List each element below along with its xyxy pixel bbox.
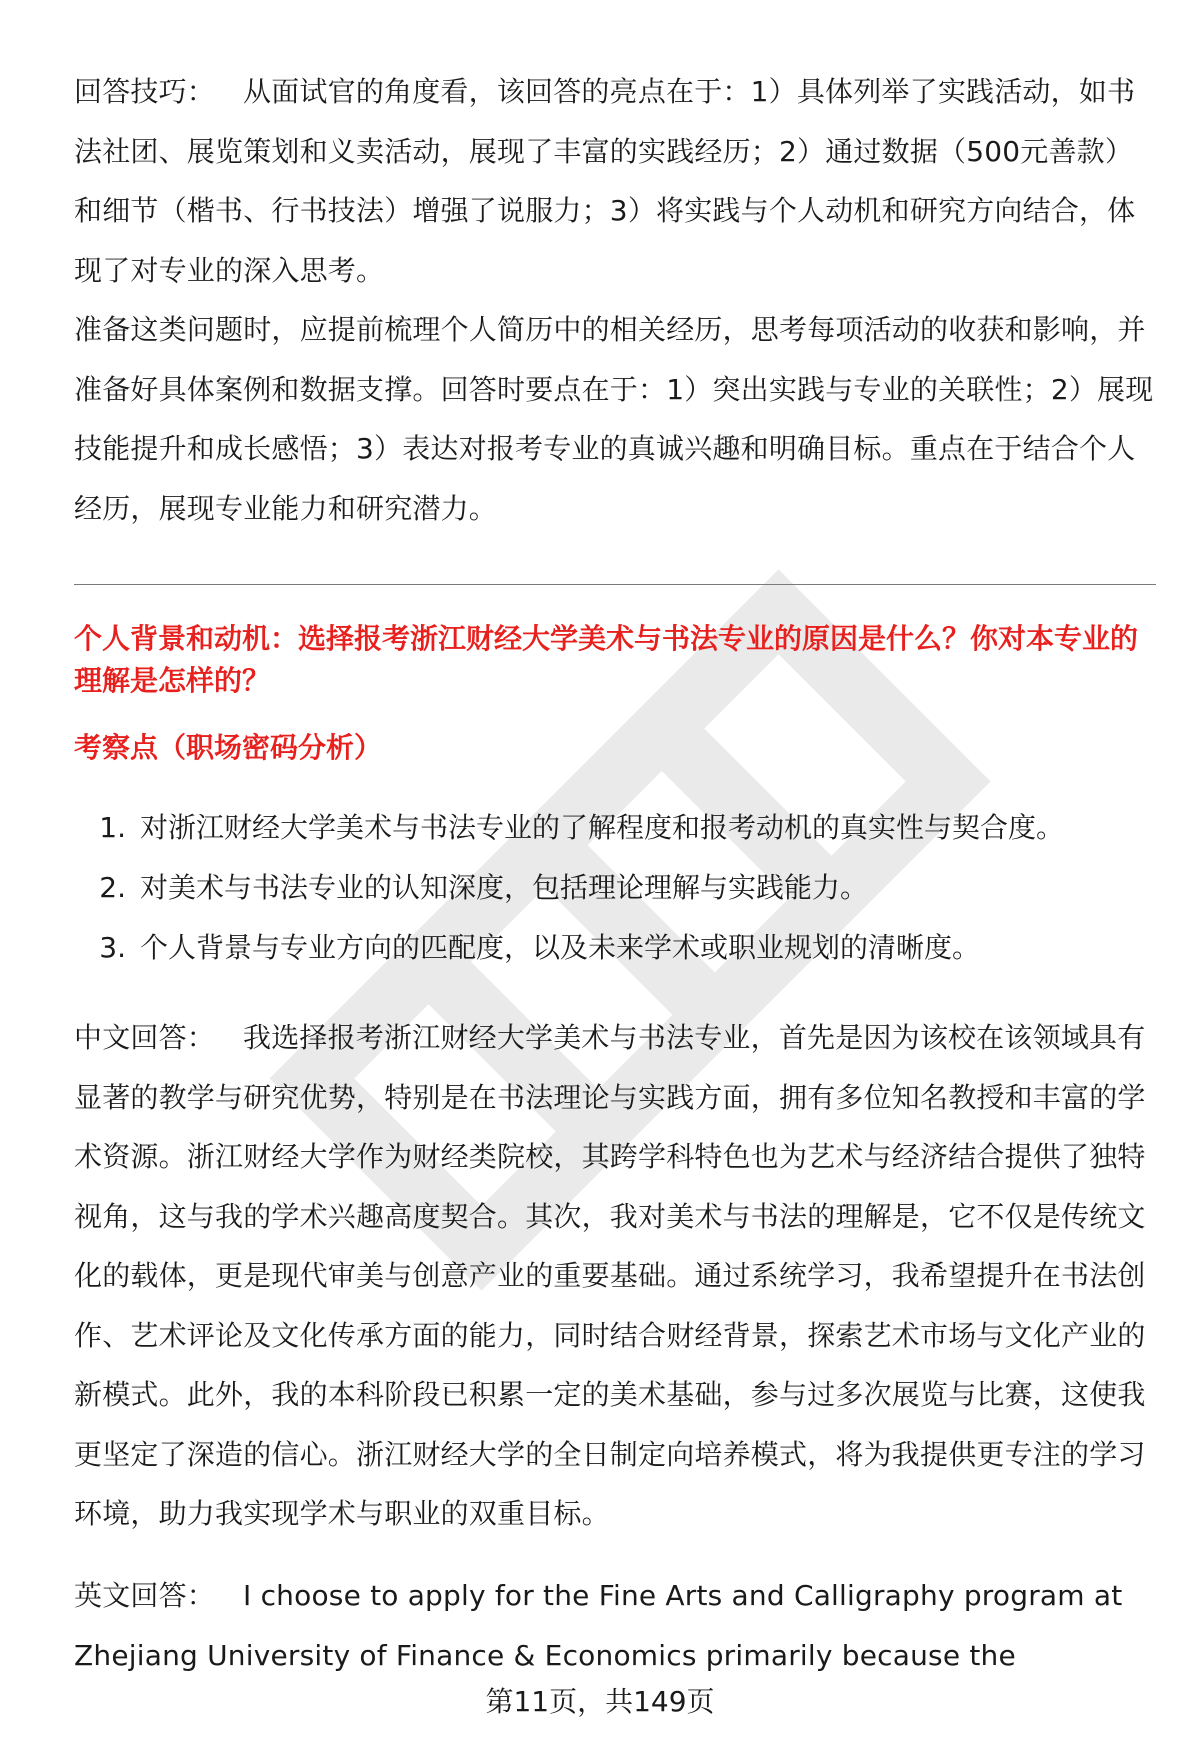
list-item-text: 对浙江财经大学美术与书法专业的了解程度和报考动机的真实性与契合度。	[140, 811, 1065, 844]
focus-list	[74, 798, 1156, 978]
list-item-text: 个人背景与专业方向的匹配度，以及未来学术或职业规划的清晰度。	[140, 931, 981, 964]
section-divider	[74, 584, 1156, 585]
chinese-answer-paragraph	[74, 1008, 1156, 1544]
focus-title: 考察点（职场密码分析）	[74, 731, 383, 764]
tips-section	[74, 62, 1154, 538]
tips-label: 回答技巧：	[74, 75, 216, 108]
english-answer-paragraph	[74, 1566, 1156, 1686]
prep-paragraph: 准备这类问题时，应提前梳理个人简历中的相关经历，思考每项活动的收获和影响，并准备好具体案例和数据支撑。回答时要点在于：1）突出实践与专业的关联性；2）展现技能提升和成长感悟；3）表达对报考专业的真诚兴趣和明确目标。重点在于结合个人经历，展现专业能力和研究潜力。	[74, 313, 1154, 525]
tips-text: 从面试官的角度看，该回答的亮点在于：1）具体列举了实践活动，如书法社团、展览策划和义卖活动，展现了丰富的实践经历；2）通过数据（500元善款）和细节（楷书、行书技法）增强了说服力；3）将实践与个人动机和研究方向结合，体现了对专业的深入思考。	[74, 75, 1136, 287]
list-item-number: 3.	[99, 931, 126, 964]
list-item	[74, 858, 1156, 918]
tips-paragraph	[74, 62, 1154, 300]
list-item-number: 1.	[99, 811, 126, 844]
list-item	[74, 798, 1156, 858]
english-answer-text: I choose to apply for the Fine Arts and Calligraphy program at Zhejiang University of Finance & Economics primarily because the	[74, 1579, 1123, 1672]
english-answer	[74, 1566, 1156, 1686]
english-answer-label: 英文回答：	[74, 1579, 216, 1612]
chinese-answer	[74, 1008, 1156, 1544]
question-heading: 个人背景和动机：选择报考浙江财经大学美术与书法专业的原因是什么？你对本专业的理解是怎样的？	[74, 622, 1139, 697]
chinese-answer-text: 我选择报考浙江财经大学美术与书法专业，首先是因为该校在该领域具有显著的教学与研究优势，特别是在书法理论与实践方面，拥有多位知名教授和丰富的学术资源。浙江财经大学作为财经类院校，其跨学科特色也为艺术与经济结合提供了独特视角，这与我的学术兴趣高度契合。其次，我对美术与书法的理解是，它不仅是传统文化的载体，更是现代审美与创意产业的重要基础。通过系统学习，我希望提升在书法创作、艺术评论及文化传承方面的能力，同时结合财经背景，探索艺术市场与文化产业的新模式。此外，我的本科阶段已积累一定的美术基础，参与过多次展览与比赛，这使我更坚定了深造的信心。浙江财经大学的全日制定向培养模式，将为我提供更专注的学习环境，助力我实现学术与职业的双重目标。	[74, 1021, 1146, 1530]
chinese-answer-label: 中文回答：	[74, 1021, 216, 1054]
list-item-number: 2.	[99, 871, 126, 904]
list-item-text: 对美术与书法专业的认知深度，包括理论理解与实践能力。	[140, 871, 869, 904]
page-number: 第11页，共149页	[485, 1685, 715, 1718]
list-item	[74, 918, 1156, 978]
